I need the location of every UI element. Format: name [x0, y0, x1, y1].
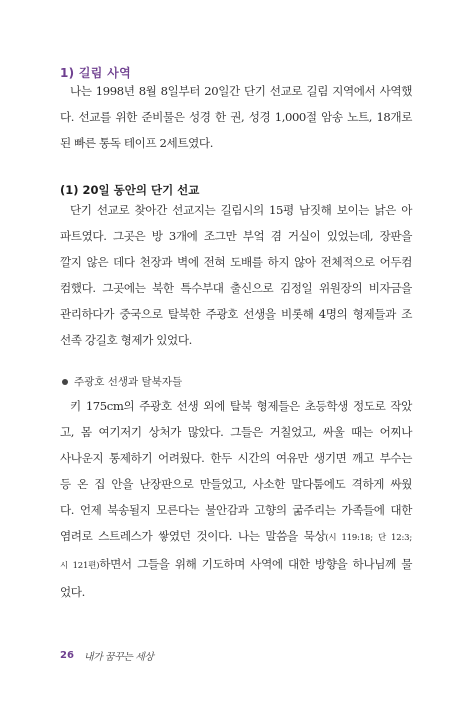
- text-line: 된 빠른 통독 테이프 2세트였다.: [60, 136, 213, 150]
- text-line: 등 온 집 안을 난장판으로 만들었고, 사소한 말다툼에도 격하게 싸웠: [60, 477, 412, 491]
- text-line: 파트였다. 그곳은 방 3개에 조그만 부엌 겸 거실이 있었는데, 장판을: [60, 229, 412, 243]
- text-line: 단기 선교로 찾아간 선교지는 길림시의 15평 남짓해 보이는 낡은 아: [70, 203, 412, 217]
- paragraph-gilim-ministry: [60, 78, 412, 156]
- text-line: 고, 몸 여기저기 상처가 많았다. 그들은 거칠었고, 싸울 때는 어찌나: [60, 425, 412, 439]
- subsection-heading-short-term-mission: (1) 20일 동안의 단기 선교: [60, 183, 200, 197]
- bullet-heading-defectors: [60, 374, 182, 389]
- text-line: 었다.: [60, 585, 85, 599]
- running-title: 내가 꿈꾸는 세상: [83, 652, 154, 663]
- section-heading-gilim-ministry: 1) 길림 사역: [60, 66, 131, 80]
- paragraph-short-term-mission: [60, 197, 412, 353]
- book-page: [60, 0, 412, 704]
- text-fragment: 하면서 그들을 위해 기도하며 사역에 대한 방향을 하나님께 물: [99, 557, 413, 571]
- page-footer: [60, 648, 153, 663]
- text-line: 선족 강길호 형제가 있었다.: [60, 333, 192, 347]
- bible-reference: (시 119:18; 단 12:3;: [325, 533, 412, 543]
- text-fragment: 염려로 스트레스가 쌓였던 것이다. 나는 말씀을 묵상: [60, 529, 326, 543]
- bullet-heading-label: 주광호 선생과 탈북자들: [74, 376, 183, 388]
- text-line: 깔지 않은 데다 천장과 벽에 전혀 도배를 하지 않아 전체적으로 어두컴: [60, 255, 412, 269]
- text-line: 다. 언제 북송될지 모른다는 불안감과 고향의 굶주리는 가족들에 대한: [60, 503, 412, 517]
- text-line-with-reference: [60, 523, 412, 551]
- text-line: 다. 선교를 위한 준비물은 성경 한 권, 성경 1,000절 암송 노트, 18개로: [60, 110, 412, 124]
- text-line: 사나운지 통제하기 어려웠다. 한두 시간의 여유만 생기면 깨고 부수는: [60, 451, 412, 465]
- text-line: 키 175cm의 주광호 선생 외에 탈북 형제들은 초등학생 정도로 작았: [70, 399, 412, 413]
- text-line: 관리하다가 중국으로 탈북한 주광호 선생을 비롯해 4명의 형제들과 조: [60, 307, 412, 321]
- text-line-with-reference: [60, 551, 412, 579]
- text-line: 컴했다. 그곳에는 북한 특수부대 출신으로 김정일 위원장의 비자금을: [60, 281, 412, 295]
- paragraph-defectors: [60, 393, 412, 605]
- text-line: 나는 1998년 8월 8일부터 20일간 단기 선교로 길림 지역에서 사역했: [70, 84, 412, 98]
- bullet-dot-icon: [62, 379, 68, 385]
- page-number: 26: [60, 650, 74, 661]
- bible-reference: 시 121편): [60, 561, 100, 571]
